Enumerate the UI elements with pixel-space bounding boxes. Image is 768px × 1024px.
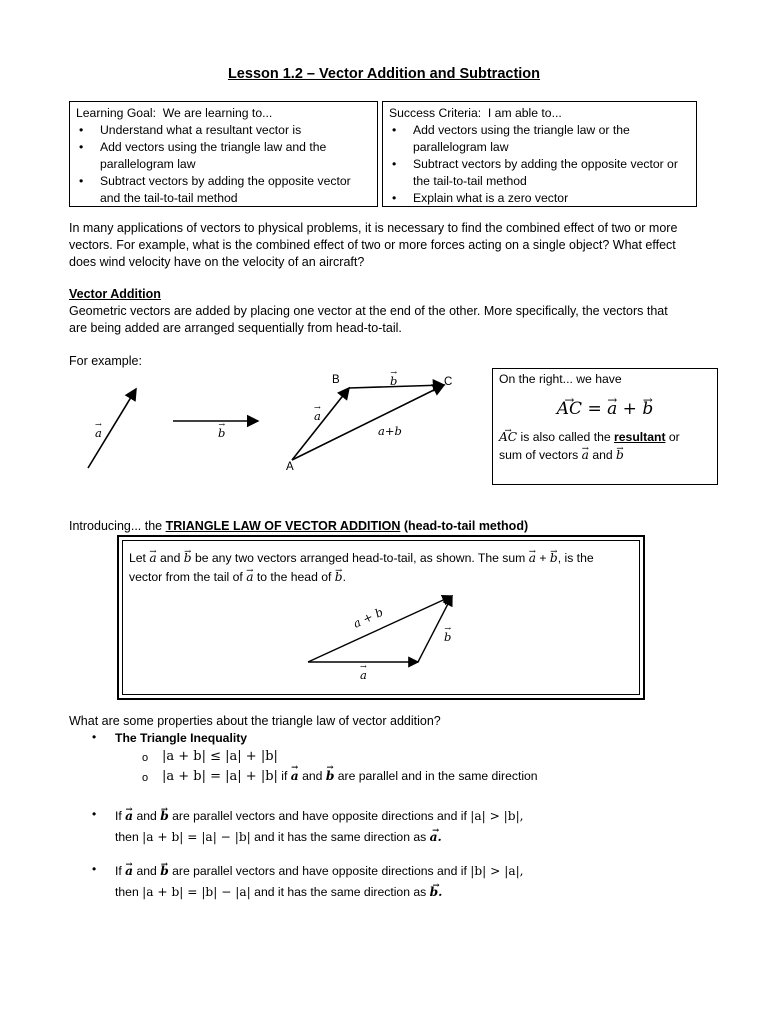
- inequality-1: |a + b| ≤ |a| + |b|: [162, 749, 278, 764]
- success-criteria-box: [382, 101, 697, 207]
- box-intro: On the right... we have: [499, 372, 622, 386]
- sub-bullet: o: [142, 752, 149, 764]
- diagram1-label-sum: a+b: [378, 424, 402, 438]
- resultant-description: → AC is also called the resultant or sum of vectors → a and → b: [499, 428, 711, 464]
- point-b-label: B: [332, 374, 340, 386]
- learning-goal-intro: We are learning to...: [162, 106, 273, 120]
- inequality-2: |a + b| = |a| + |b| if → a and → b are parallel and in the same direction: [162, 769, 538, 784]
- success-criteria-heading: Success Criteria:: [389, 106, 482, 120]
- properties-question: What are some properties about the triangle law of vector addition?: [69, 714, 441, 728]
- list-item: • Subtract vectors by adding the opposite vector and the tail-to-tail method: [76, 173, 371, 207]
- resultant-info-box: [492, 368, 718, 485]
- triangle-law-label-a: → a: [360, 668, 367, 682]
- list-item: • Add vectors using the triangle law or the parallelogram law: [389, 122, 690, 156]
- diagram1-label-tri-b: → b: [390, 374, 397, 388]
- triangle-law-sum-label: a + b: [351, 604, 386, 631]
- diagram1-label-tri-a: → a: [314, 409, 321, 423]
- bullet: •: [92, 730, 97, 744]
- bullet: •: [92, 862, 97, 876]
- vector-addition-diagram: [70, 366, 470, 481]
- success-criteria-list: [389, 122, 690, 207]
- learning-goal-heading: Learning Goal:: [76, 106, 156, 120]
- point-c-label: C: [444, 376, 453, 388]
- list-item: • Understand what a resultant vector is: [76, 122, 371, 139]
- point-a-label: A: [286, 461, 294, 473]
- sub-bullet: o: [142, 772, 149, 784]
- triangle-law-label-b: → b: [444, 630, 451, 644]
- vector-addition-section: [69, 286, 689, 337]
- page-title: Lesson 1.2 – Vector Addition and Subtraction: [227, 66, 541, 82]
- learning-goal-list: [76, 122, 371, 207]
- property-case-2: If → a and → b are parallel vectors and have opposite directions and if |b| > |a|, then |a + b| = |b| − |a| and it has the same direction as → b.: [115, 861, 675, 903]
- list-item: • Subtract vectors by adding the opposite vector or the tail-to-tail method: [389, 156, 690, 190]
- list-item: • Add vectors using the triangle law and the parallelogram law: [76, 139, 371, 173]
- triangle-law-heading: Introducing... the TRIANGLE LAW OF VECTOR ADDITION (head-to-tail method): [69, 519, 529, 533]
- diagram1-label-b: → b: [218, 426, 225, 440]
- example-label: For example:: [69, 354, 142, 368]
- section-text: Geometric vectors are added by placing one vector at the end of the other. More specifically, the vectors that are being added are arranged sequentially from head-to-tail.: [69, 304, 668, 335]
- triangle-vector-a: [292, 388, 349, 460]
- diagram1-label-a: → a: [95, 426, 102, 440]
- list-item: • Explain what is a zero vector: [389, 190, 690, 207]
- bullet: •: [92, 807, 97, 821]
- triangle-inequality-heading: The Triangle Inequality: [115, 731, 248, 745]
- triangle-law-definition: Let → a and → b be any two vectors arranged head-to-tail, as shown. The sum → a + → b, is the vector from the tail of → a to the head of → b.: [129, 549, 633, 587]
- success-criteria-intro: I am able to...: [487, 106, 562, 120]
- property-case-1: If → a and → b are parallel vectors and have opposite directions and if |a| > |b|, then |a + b| = |a| − |b| and it has the same direction as → a.: [115, 806, 675, 848]
- intro-paragraph: In many applications of vectors to physical problems, it is necessary to find the combined effect of two or more vectors. For example, what is the combined effect of two or more forces acting on a single object? What effect does wind velocity have on the velocity of an aircraft?: [69, 221, 678, 269]
- learning-goal-box: [69, 101, 378, 207]
- resultant-equation: → AC = → a + → b: [499, 400, 711, 418]
- section-heading: Vector Addition: [69, 287, 161, 301]
